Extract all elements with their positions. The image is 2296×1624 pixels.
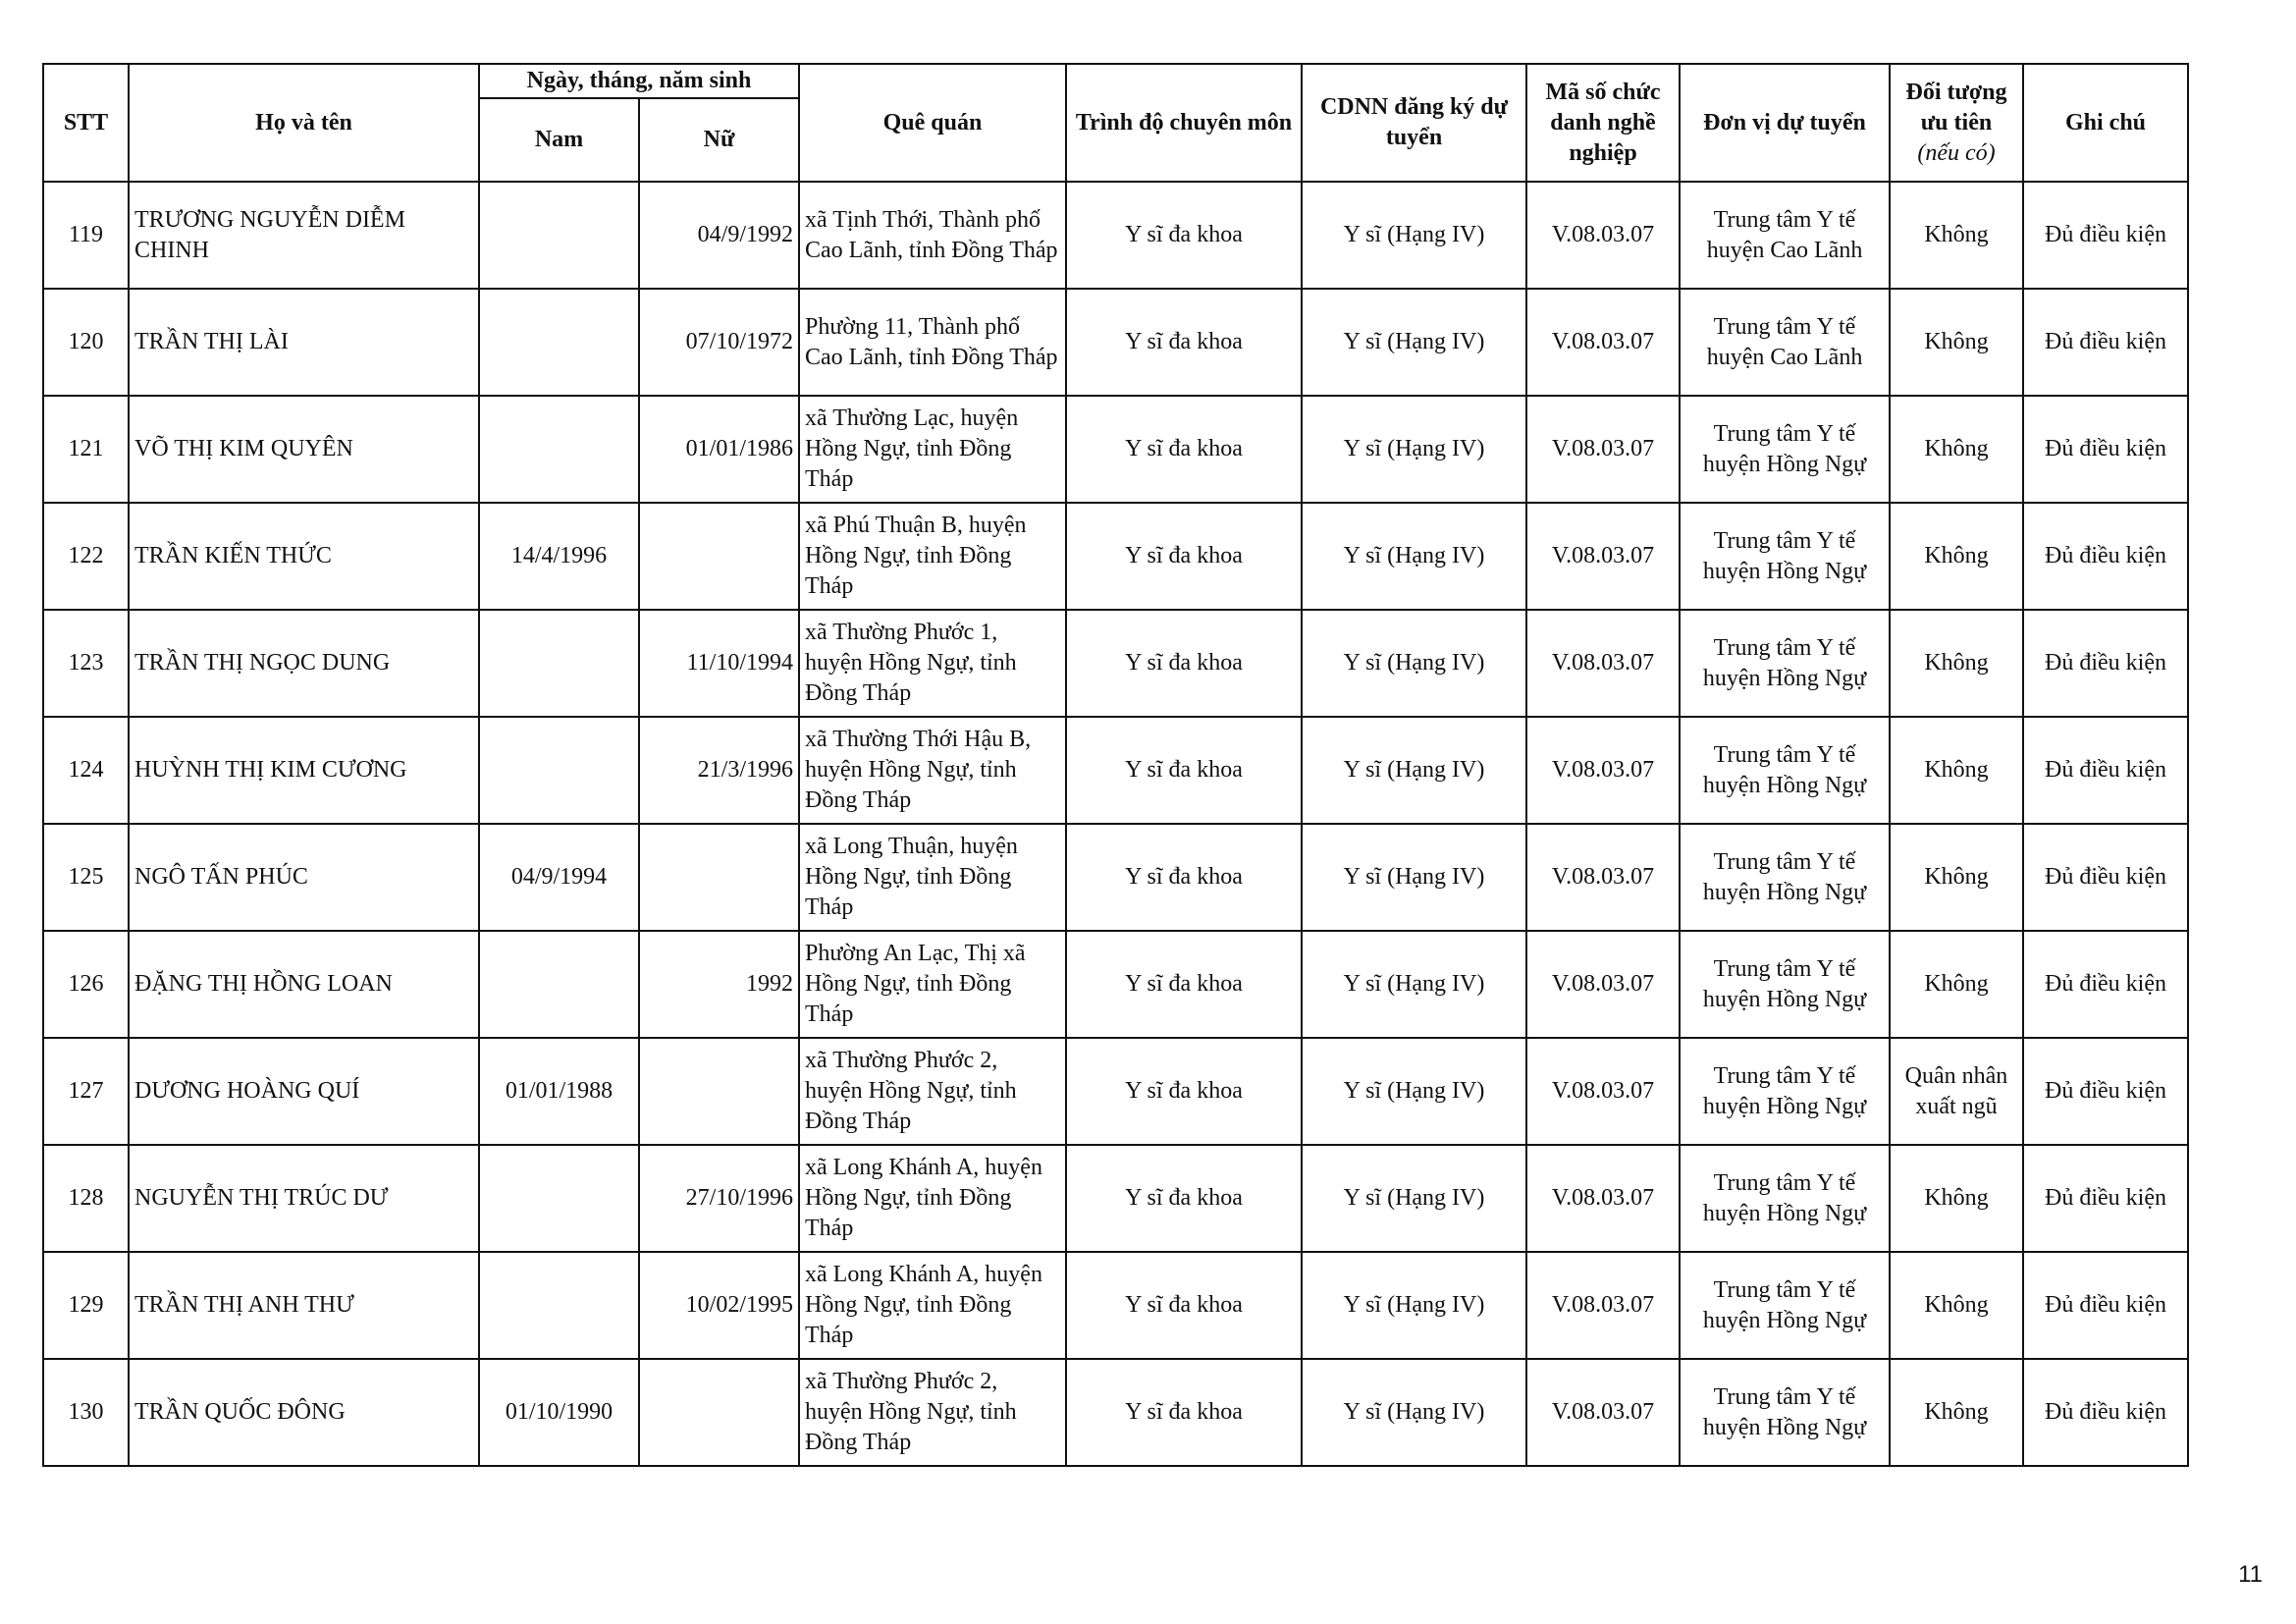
cell-priority: Không <box>1890 610 2023 717</box>
header-stt: STT <box>43 64 129 182</box>
cell-priority: Không <box>1890 396 2023 503</box>
cell-hometown: xã Thường Lạc, huyện Hồng Ngự, tỉnh Đồng Tháp <box>799 396 1066 503</box>
cell-qualification: Y sĩ đa khoa <box>1066 1359 1302 1466</box>
cell-job-code: V.08.03.07 <box>1526 182 1680 289</box>
cell-priority: Không <box>1890 289 2023 396</box>
cell-stt: 125 <box>43 824 129 931</box>
cell-stt: 122 <box>43 503 129 610</box>
cell-notes: Đủ điều kiện <box>2023 1038 2188 1145</box>
header-dob-male: Nam <box>479 98 639 182</box>
cell-cdnn: Y sĩ (Hạng IV) <box>1302 1252 1526 1359</box>
cell-qualification: Y sĩ đa khoa <box>1066 182 1302 289</box>
header-qualification: Trình độ chuyên môn <box>1066 64 1302 182</box>
cell-dob-male: 14/4/1996 <box>479 503 639 610</box>
cell-dob-male: 01/01/1988 <box>479 1038 639 1145</box>
cell-unit: Trung tâm Y tế huyện Hồng Ngự <box>1680 1359 1890 1466</box>
cell-dob-male <box>479 396 639 503</box>
cell-notes: Đủ điều kiện <box>2023 717 2188 824</box>
cell-job-code: V.08.03.07 <box>1526 610 1680 717</box>
cell-dob-female: 11/10/1994 <box>639 610 799 717</box>
cell-hometown: Phường 11, Thành phố Cao Lãnh, tỉnh Đồng Tháp <box>799 289 1066 396</box>
cell-dob-female <box>639 1359 799 1466</box>
cell-hometown: xã Thường Phước 2, huyện Hồng Ngự, tỉnh Đồng Tháp <box>799 1359 1066 1466</box>
cell-priority: Không <box>1890 1145 2023 1252</box>
page-number: 11 <box>2238 1561 2263 1588</box>
table-row <box>43 503 2188 610</box>
header-priority-label: Đối tượng ưu tiên <box>1905 79 2007 135</box>
table-body <box>43 182 2188 1466</box>
cell-dob-female: 01/01/1986 <box>639 396 799 503</box>
table-row <box>43 1145 2188 1252</box>
cell-priority: Không <box>1890 182 2023 289</box>
table-row <box>43 289 2188 396</box>
cell-priority: Không <box>1890 931 2023 1038</box>
header-dob-group: Ngày, tháng, năm sinh <box>479 64 799 98</box>
cell-stt: 121 <box>43 396 129 503</box>
cell-unit: Trung tâm Y tế huyện Hồng Ngự <box>1680 1145 1890 1252</box>
cell-dob-male <box>479 1252 639 1359</box>
cell-name: TRẦN KIẾN THỨC <box>129 503 479 610</box>
cell-stt: 120 <box>43 289 129 396</box>
cell-qualification: Y sĩ đa khoa <box>1066 289 1302 396</box>
cell-job-code: V.08.03.07 <box>1526 1145 1680 1252</box>
cell-cdnn: Y sĩ (Hạng IV) <box>1302 1145 1526 1252</box>
table-row <box>43 824 2188 931</box>
cell-hometown: xã Thường Phước 2, huyện Hồng Ngự, tỉnh Đồng Tháp <box>799 1038 1066 1145</box>
table-row <box>43 1359 2188 1466</box>
cell-job-code: V.08.03.07 <box>1526 931 1680 1038</box>
cell-priority: Không <box>1890 824 2023 931</box>
cell-name: TRẦN THỊ LÀI <box>129 289 479 396</box>
table-row <box>43 1038 2188 1145</box>
cell-dob-male <box>479 182 639 289</box>
cell-job-code: V.08.03.07 <box>1526 396 1680 503</box>
cell-name: TRƯƠNG NGUYỄN DIỄM CHINH <box>129 182 479 289</box>
cell-priority: Quân nhân xuất ngũ <box>1890 1038 2023 1145</box>
cell-notes: Đủ điều kiện <box>2023 824 2188 931</box>
cell-job-code: V.08.03.07 <box>1526 1359 1680 1466</box>
candidate-table <box>42 63 2189 1467</box>
cell-dob-male <box>479 1145 639 1252</box>
cell-job-code: V.08.03.07 <box>1526 1038 1680 1145</box>
cell-cdnn: Y sĩ (Hạng IV) <box>1302 1038 1526 1145</box>
header-priority <box>1890 64 2023 182</box>
cell-name: TRẦN THỊ NGỌC DUNG <box>129 610 479 717</box>
table-header <box>43 64 2188 182</box>
cell-hometown: xã Long Khánh A, huyện Hồng Ngự, tỉnh Đồng Tháp <box>799 1145 1066 1252</box>
cell-notes: Đủ điều kiện <box>2023 182 2188 289</box>
cell-unit: Trung tâm Y tế huyện Hồng Ngự <box>1680 396 1890 503</box>
cell-unit: Trung tâm Y tế huyện Cao Lãnh <box>1680 289 1890 396</box>
cell-dob-female: 04/9/1992 <box>639 182 799 289</box>
cell-cdnn: Y sĩ (Hạng IV) <box>1302 931 1526 1038</box>
cell-unit: Trung tâm Y tế huyện Hồng Ngự <box>1680 1252 1890 1359</box>
cell-name: TRẦN THỊ ANH THƯ <box>129 1252 479 1359</box>
cell-cdnn: Y sĩ (Hạng IV) <box>1302 182 1526 289</box>
cell-priority: Không <box>1890 1252 2023 1359</box>
header-job-code: Mã số chức danh nghề nghiệp <box>1526 64 1680 182</box>
cell-priority: Không <box>1890 503 2023 610</box>
cell-job-code: V.08.03.07 <box>1526 717 1680 824</box>
cell-qualification: Y sĩ đa khoa <box>1066 1038 1302 1145</box>
cell-dob-female: 07/10/1972 <box>639 289 799 396</box>
header-notes: Ghi chú <box>2023 64 2188 182</box>
cell-name: ĐẶNG THỊ HỒNG LOAN <box>129 931 479 1038</box>
cell-hometown: xã Long Thuận, huyện Hồng Ngự, tỉnh Đồng Tháp <box>799 824 1066 931</box>
cell-dob-female: 10/02/1995 <box>639 1252 799 1359</box>
cell-unit: Trung tâm Y tế huyện Cao Lãnh <box>1680 182 1890 289</box>
header-dob-female: Nữ <box>639 98 799 182</box>
table-row <box>43 182 2188 289</box>
cell-priority: Không <box>1890 1359 2023 1466</box>
cell-job-code: V.08.03.07 <box>1526 824 1680 931</box>
cell-unit: Trung tâm Y tế huyện Hồng Ngự <box>1680 931 1890 1038</box>
cell-hometown: xã Thường Phước 1, huyện Hồng Ngự, tỉnh Đồng Tháp <box>799 610 1066 717</box>
cell-qualification: Y sĩ đa khoa <box>1066 1145 1302 1252</box>
cell-job-code: V.08.03.07 <box>1526 503 1680 610</box>
cell-hometown: xã Long Khánh A, huyện Hồng Ngự, tỉnh Đồng Tháp <box>799 1252 1066 1359</box>
cell-hometown: xã Thường Thới Hậu B, huyện Hồng Ngự, tỉnh Đồng Tháp <box>799 717 1066 824</box>
cell-stt: 130 <box>43 1359 129 1466</box>
cell-dob-female <box>639 824 799 931</box>
cell-dob-male <box>479 931 639 1038</box>
cell-cdnn: Y sĩ (Hạng IV) <box>1302 396 1526 503</box>
header-unit: Đơn vị dự tuyển <box>1680 64 1890 182</box>
cell-dob-male: 04/9/1994 <box>479 824 639 931</box>
cell-dob-male: 01/10/1990 <box>479 1359 639 1466</box>
cell-job-code: V.08.03.07 <box>1526 289 1680 396</box>
cell-cdnn: Y sĩ (Hạng IV) <box>1302 1359 1526 1466</box>
cell-dob-female <box>639 503 799 610</box>
table-row <box>43 610 2188 717</box>
cell-unit: Trung tâm Y tế huyện Hồng Ngự <box>1680 503 1890 610</box>
cell-stt: 128 <box>43 1145 129 1252</box>
cell-cdnn: Y sĩ (Hạng IV) <box>1302 824 1526 931</box>
cell-qualification: Y sĩ đa khoa <box>1066 503 1302 610</box>
cell-notes: Đủ điều kiện <box>2023 610 2188 717</box>
cell-qualification: Y sĩ đa khoa <box>1066 931 1302 1038</box>
cell-stt: 129 <box>43 1252 129 1359</box>
cell-unit: Trung tâm Y tế huyện Hồng Ngự <box>1680 1038 1890 1145</box>
header-priority-note: (nếu có) <box>1917 139 1996 166</box>
cell-dob-male <box>479 289 639 396</box>
cell-notes: Đủ điều kiện <box>2023 931 2188 1038</box>
cell-notes: Đủ điều kiện <box>2023 1145 2188 1252</box>
cell-stt: 123 <box>43 610 129 717</box>
cell-unit: Trung tâm Y tế huyện Hồng Ngự <box>1680 610 1890 717</box>
cell-name: TRẦN QUỐC ĐÔNG <box>129 1359 479 1466</box>
table-row <box>43 717 2188 824</box>
header-hometown: Quê quán <box>799 64 1066 182</box>
cell-cdnn: Y sĩ (Hạng IV) <box>1302 717 1526 824</box>
cell-stt: 119 <box>43 182 129 289</box>
cell-cdnn: Y sĩ (Hạng IV) <box>1302 610 1526 717</box>
cell-stt: 126 <box>43 931 129 1038</box>
cell-name: NGUYỄN THỊ TRÚC DƯ <box>129 1145 479 1252</box>
cell-notes: Đủ điều kiện <box>2023 503 2188 610</box>
cell-cdnn: Y sĩ (Hạng IV) <box>1302 289 1526 396</box>
cell-stt: 127 <box>43 1038 129 1145</box>
cell-name: NGÔ TẤN PHÚC <box>129 824 479 931</box>
cell-dob-male <box>479 610 639 717</box>
cell-name: VÕ THỊ KIM QUYÊN <box>129 396 479 503</box>
cell-hometown: xã Tịnh Thới, Thành phố Cao Lãnh, tỉnh Đồng Tháp <box>799 182 1066 289</box>
cell-stt: 124 <box>43 717 129 824</box>
cell-notes: Đủ điều kiện <box>2023 1359 2188 1466</box>
cell-job-code: V.08.03.07 <box>1526 1252 1680 1359</box>
cell-dob-female: 27/10/1996 <box>639 1145 799 1252</box>
cell-qualification: Y sĩ đa khoa <box>1066 396 1302 503</box>
cell-notes: Đủ điều kiện <box>2023 396 2188 503</box>
cell-notes: Đủ điều kiện <box>2023 1252 2188 1359</box>
cell-priority: Không <box>1890 717 2023 824</box>
cell-hometown: xã Phú Thuận B, huyện Hồng Ngự, tỉnh Đồng Tháp <box>799 503 1066 610</box>
cell-dob-female <box>639 1038 799 1145</box>
cell-dob-female: 1992 <box>639 931 799 1038</box>
cell-unit: Trung tâm Y tế huyện Hồng Ngự <box>1680 824 1890 931</box>
header-cdnn: CDNN đăng ký dự tuyển <box>1302 64 1526 182</box>
header-name: Họ và tên <box>129 64 479 182</box>
cell-dob-female: 21/3/1996 <box>639 717 799 824</box>
cell-notes: Đủ điều kiện <box>2023 289 2188 396</box>
cell-qualification: Y sĩ đa khoa <box>1066 610 1302 717</box>
table-row <box>43 396 2188 503</box>
cell-hometown: Phường An Lạc, Thị xã Hồng Ngự, tỉnh Đồng Tháp <box>799 931 1066 1038</box>
cell-name: HUỲNH THỊ KIM CƯƠNG <box>129 717 479 824</box>
cell-cdnn: Y sĩ (Hạng IV) <box>1302 503 1526 610</box>
table-row <box>43 931 2188 1038</box>
cell-qualification: Y sĩ đa khoa <box>1066 824 1302 931</box>
cell-name: DƯƠNG HOÀNG QUÍ <box>129 1038 479 1145</box>
cell-qualification: Y sĩ đa khoa <box>1066 1252 1302 1359</box>
cell-qualification: Y sĩ đa khoa <box>1066 717 1302 824</box>
table-row <box>43 1252 2188 1359</box>
cell-unit: Trung tâm Y tế huyện Hồng Ngự <box>1680 717 1890 824</box>
cell-dob-male <box>479 717 639 824</box>
